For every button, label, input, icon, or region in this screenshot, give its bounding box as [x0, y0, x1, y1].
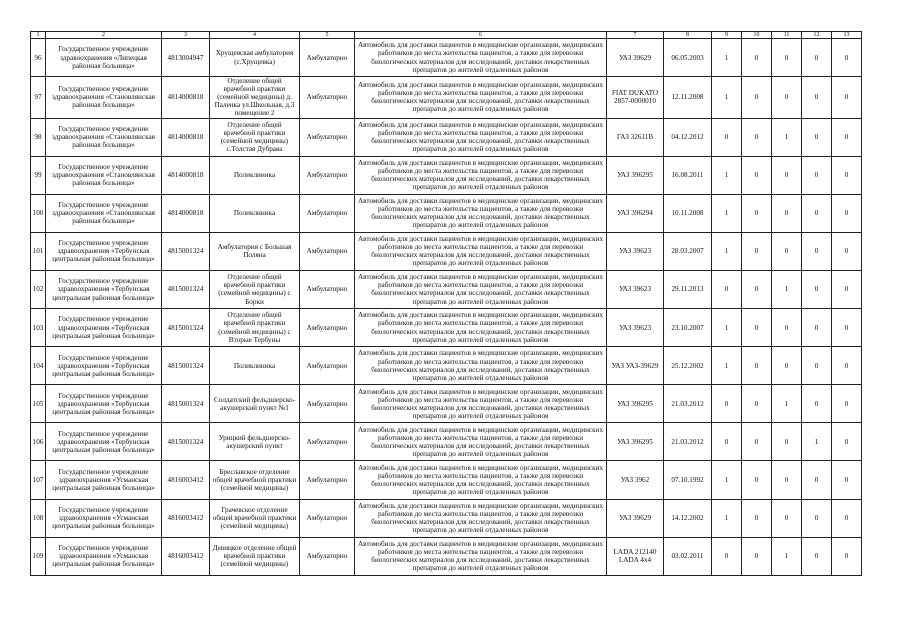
row-number-cell: 99: [31, 156, 46, 194]
vehicle-purpose-cell: Автомобиль для доставки пациентов в медицинские организации, медицинских работников до места жительства пациентов, а также для перевозки биологических материалов для исследований, доставки лекарственных препаратов до жителей отдаленных районов: [355, 77, 607, 118]
subdivision-cell: Поликлиника: [210, 347, 300, 385]
care-form-cell: Амбулаторно: [300, 194, 355, 232]
count-col-13-cell: 0: [832, 39, 862, 77]
subdivision-cell: Отделение общей врачебной практики (семейной медицины) с Вторые Тербуны: [210, 309, 300, 347]
count-col-10-cell: 0: [742, 156, 772, 194]
care-form-cell: Амбулаторно: [300, 461, 355, 499]
count-col-10-cell: 0: [742, 461, 772, 499]
table-row: [31, 423, 862, 461]
count-col-9-cell: 1: [712, 39, 742, 77]
table-row: [31, 309, 862, 347]
row-number-cell: 106: [31, 423, 46, 461]
count-col-9-cell: 1: [712, 232, 742, 270]
subdivision-cell: Солдатский фельдшерско-акушерский пункт №1: [210, 385, 300, 423]
subdivision-cell: Амбулатория с Большая Поляна: [210, 232, 300, 270]
vehicle-model-cell: LADA 212140 LADA 4х4: [607, 537, 664, 575]
column-number-2: 2: [46, 32, 162, 39]
count-col-9-cell: 1: [712, 194, 742, 232]
institution-cell: Государственное учреждение здравоохранения «Тербунская центральная районная больница»: [46, 347, 162, 385]
subdivision-cell: Поликлиника: [210, 194, 300, 232]
care-form-cell: Амбулаторно: [300, 118, 355, 156]
count-col-10-cell: 0: [742, 118, 772, 156]
row-number-cell: 104: [31, 347, 46, 385]
inn-cell: 4815001324: [162, 309, 210, 347]
inn-cell: 4814000818: [162, 118, 210, 156]
row-number-cell: 105: [31, 385, 46, 423]
count-col-13-cell: 0: [832, 194, 862, 232]
vehicle-model-cell: УАЗ 396295: [607, 423, 664, 461]
count-col-12-cell: 0: [802, 499, 832, 537]
subdivision-cell: Поликлиника: [210, 156, 300, 194]
institution-cell: Государственное учреждение здравоохранения «Тербунская центральная районная больница»: [46, 423, 162, 461]
column-number-8: 8: [664, 32, 712, 39]
count-col-11-cell: 0: [772, 232, 802, 270]
vehicle-model-cell: УАЗ 3962: [607, 461, 664, 499]
count-col-10-cell: 0: [742, 309, 772, 347]
row-number-cell: 101: [31, 232, 46, 270]
column-number-1: 1: [31, 32, 46, 39]
row-number-cell: 100: [31, 194, 46, 232]
count-col-9-cell: 1: [712, 77, 742, 118]
row-number-cell: 98: [31, 118, 46, 156]
vehicle-model-cell: УАЗ 396295: [607, 156, 664, 194]
count-col-11-cell: 0: [772, 194, 802, 232]
inn-cell: 4814000818: [162, 156, 210, 194]
count-col-11-cell: 0: [772, 347, 802, 385]
inn-cell: 4814000818: [162, 77, 210, 118]
institution-cell: Государственное учреждение здравоохранения «Тербунская центральная районная больница»: [46, 309, 162, 347]
vehicle-model-cell: FIAT DUKATO 2857-0000010: [607, 77, 664, 118]
care-form-cell: Амбулаторно: [300, 232, 355, 270]
vehicle-model-cell: УАЗ 396295: [607, 385, 664, 423]
table-row: [31, 39, 862, 77]
care-form-cell: Амбулаторно: [300, 156, 355, 194]
count-col-12-cell: 0: [802, 118, 832, 156]
institution-cell: Государственное учреждение здравоохранения «Тербунская центральная районная больница»: [46, 232, 162, 270]
institution-cell: Государственное учреждение здравоохранения «Становлянская районная больница»: [46, 194, 162, 232]
count-col-9-cell: 1: [712, 347, 742, 385]
column-number-5: 5: [300, 32, 355, 39]
registration-date-cell: 23.10.2007: [664, 309, 712, 347]
registration-date-cell: 16.08.2011: [664, 156, 712, 194]
count-col-9-cell: 1: [712, 499, 742, 537]
registration-date-cell: 06.05.2003: [664, 39, 712, 77]
registration-date-cell: 14.12.2002: [664, 499, 712, 537]
inn-cell: 4815001324: [162, 385, 210, 423]
vehicle-model-cell: УАЗ 39629: [607, 499, 664, 537]
column-number-11: 11: [772, 32, 802, 39]
subdivision-cell: Отделение общей врачебной практики (семейной медицины) с Борки: [210, 270, 300, 308]
column-number-13: 13: [832, 32, 862, 39]
count-col-9-cell: 0: [712, 385, 742, 423]
count-col-11-cell: 1: [772, 385, 802, 423]
care-form-cell: Амбулаторно: [300, 309, 355, 347]
count-col-12-cell: 0: [802, 232, 832, 270]
count-col-11-cell: 0: [772, 461, 802, 499]
table-row: [31, 347, 862, 385]
count-col-13-cell: 0: [832, 77, 862, 118]
registration-date-cell: 04.12.2012: [664, 118, 712, 156]
registration-date-cell: 03.02.2011: [664, 537, 712, 575]
count-col-10-cell: 0: [742, 270, 772, 308]
subdivision-cell: Хрущевская амбулатория (с.Хрущевка): [210, 39, 300, 77]
vehicle-purpose-cell: Автомобиль для доставки пациентов в медицинские организации, медицинских работников до места жительства пациентов, а также для перевозки биологических материалов для исследований, доставки лекарственных препаратов до жителей отдаленных районов: [355, 461, 607, 499]
count-col-10-cell: 0: [742, 194, 772, 232]
inn-cell: 4813004947: [162, 39, 210, 77]
vehicle-model-cell: УАЗ 39623: [607, 270, 664, 308]
count-col-12-cell: 0: [802, 537, 832, 575]
count-col-11-cell: 0: [772, 77, 802, 118]
vehicle-model-cell: УАЗ 39629: [607, 39, 664, 77]
count-col-12-cell: 0: [802, 309, 832, 347]
count-col-11-cell: 1: [772, 118, 802, 156]
inn-cell: 4815001324: [162, 270, 210, 308]
institution-cell: Государственное учреждение здравоохранения «Усманская центральная районная больница»: [46, 499, 162, 537]
vehicle-model-cell: ГАЗ 32611В: [607, 118, 664, 156]
care-form-cell: Амбулаторно: [300, 423, 355, 461]
count-col-13-cell: 0: [832, 309, 862, 347]
count-col-9-cell: 1: [712, 461, 742, 499]
row-number-cell: 107: [31, 461, 46, 499]
institution-cell: Государственное учреждение здравоохранения «Усманская центральная районная больница»: [46, 461, 162, 499]
vehicle-model-cell: УАЗ УАЗ-39629: [607, 347, 664, 385]
column-number-4: 4: [210, 32, 300, 39]
count-col-11-cell: 0: [772, 499, 802, 537]
count-col-12-cell: 0: [802, 270, 832, 308]
count-col-11-cell: 0: [772, 39, 802, 77]
subdivision-cell: Грачевское отделение общей врачебной практики (семейной медицины): [210, 499, 300, 537]
count-col-13-cell: 0: [832, 118, 862, 156]
table-row: [31, 194, 862, 232]
row-number-cell: 109: [31, 537, 46, 575]
care-form-cell: Амбулаторно: [300, 347, 355, 385]
count-col-13-cell: 0: [832, 385, 862, 423]
vehicle-purpose-cell: Автомобиль для доставки пациентов в медицинские организации, медицинских работников до места жительства пациентов, а также для перевозки биологических материалов для исследований, доставки лекарственных препаратов до жителей отдаленных районов: [355, 385, 607, 423]
inn-cell: 4816003412: [162, 461, 210, 499]
institution-cell: Государственное учреждение здравоохранения «Липецкая районная больница»: [46, 39, 162, 77]
count-col-13-cell: 0: [832, 537, 862, 575]
table-row: [31, 118, 862, 156]
registration-date-cell: 28.03.2007: [664, 232, 712, 270]
count-col-12-cell: 0: [802, 385, 832, 423]
inn-cell: 4816003412: [162, 537, 210, 575]
count-col-11-cell: 0: [772, 309, 802, 347]
count-col-13-cell: 0: [832, 461, 862, 499]
count-col-12-cell: 0: [802, 347, 832, 385]
count-col-13-cell: 0: [832, 270, 862, 308]
vehicle-purpose-cell: Автомобиль для доставки пациентов в медицинские организации, медицинских работников до места жительства пациентов, а также для перевозки биологических материалов для исследований, доставки лекарственных препаратов до жителей отдаленных районов: [355, 118, 607, 156]
count-col-10-cell: 0: [742, 347, 772, 385]
care-form-cell: Амбулаторно: [300, 537, 355, 575]
care-form-cell: Амбулаторно: [300, 39, 355, 77]
inn-cell: 4815001324: [162, 423, 210, 461]
subdivision-cell: Бреславское отделение общей врачебной практики (семейной медицины): [210, 461, 300, 499]
registration-date-cell: 21.03.2012: [664, 423, 712, 461]
count-col-9-cell: 0: [712, 537, 742, 575]
table-row: [31, 270, 862, 308]
inn-cell: 4816003412: [162, 499, 210, 537]
count-col-9-cell: 0: [712, 423, 742, 461]
vehicle-model-cell: УАЗ 39623: [607, 309, 664, 347]
column-number-row: [31, 32, 862, 39]
count-col-12-cell: 0: [802, 39, 832, 77]
registration-date-cell: 12.11.2008: [664, 77, 712, 118]
table-row: [31, 499, 862, 537]
count-col-13-cell: 0: [832, 499, 862, 537]
registration-date-cell: 10.11.2008: [664, 194, 712, 232]
vehicle-purpose-cell: Автомобиль для доставки пациентов в медицинские организации, медицинских работников до места жительства пациентов, а также для перевозки биологических материалов для исследований, доставки лекарственных препаратов до жителей отдаленных районов: [355, 309, 607, 347]
count-col-10-cell: 0: [742, 423, 772, 461]
registration-date-cell: 07.10.1992: [664, 461, 712, 499]
count-col-11-cell: 0: [772, 156, 802, 194]
institution-cell: Государственное учреждение здравоохранения «Становлянская районная больница»: [46, 77, 162, 118]
count-col-9-cell: 1: [712, 156, 742, 194]
row-number-cell: 102: [31, 270, 46, 308]
column-number-7: 7: [607, 32, 664, 39]
vehicle-purpose-cell: Автомобиль для доставки пациентов в медицинские организации, медицинских работников до места жительства пациентов, а также для перевозки биологических материалов для исследований, доставки лекарственных препаратов до жителей отдаленных районов: [355, 347, 607, 385]
row-number-cell: 96: [31, 39, 46, 77]
count-col-11-cell: 1: [772, 270, 802, 308]
count-col-10-cell: 0: [742, 385, 772, 423]
row-number-cell: 103: [31, 309, 46, 347]
institution-cell: Государственное учреждение здравоохранения «Становлянская районная больница»: [46, 118, 162, 156]
registration-date-cell: 29.11.2013: [664, 270, 712, 308]
count-col-12-cell: 0: [802, 461, 832, 499]
institution-cell: Государственное учреждение здравоохранения «Становлянская районная больница»: [46, 156, 162, 194]
subdivision-cell: Отделение общей врачебной практики (семейной медицины) д. Паленка ул.Школьная, д.3 помещение 2: [210, 77, 300, 118]
count-col-10-cell: 0: [742, 77, 772, 118]
count-col-13-cell: 0: [832, 347, 862, 385]
count-col-13-cell: 0: [832, 156, 862, 194]
vehicle-model-cell: УАЗ 39623: [607, 232, 664, 270]
vehicle-register-table: [30, 31, 862, 576]
vehicle-purpose-cell: Автомобиль для доставки пациентов в медицинские организации, медицинских работников до места жительства пациентов, а также для перевозки биологических материалов для исследований, доставки лекарственных препаратов до жителей отдаленных районов: [355, 423, 607, 461]
vehicle-purpose-cell: Автомобиль для доставки пациентов в медицинские организации, медицинских работников до места жительства пациентов, а также для перевозки биологических материалов для исследований, доставки лекарственных препаратов до жителей отдаленных районов: [355, 156, 607, 194]
column-number-6: 6: [355, 32, 607, 39]
count-col-10-cell: 0: [742, 499, 772, 537]
care-form-cell: Амбулаторно: [300, 77, 355, 118]
inn-cell: 4815001324: [162, 347, 210, 385]
vehicle-purpose-cell: Автомобиль для доставки пациентов в медицинские организации, медицинских работников до места жительства пациентов, а также для перевозки биологических материалов для исследований, доставки лекарственных препаратов до жителей отдаленных районов: [355, 232, 607, 270]
column-number-3: 3: [162, 32, 210, 39]
table-row: [31, 156, 862, 194]
registration-date-cell: 25.12.2002: [664, 347, 712, 385]
count-col-12-cell: 0: [802, 194, 832, 232]
count-col-12-cell: 0: [802, 77, 832, 118]
vehicle-purpose-cell: Автомобиль для доставки пациентов в медицинские организации, медицинских работников до места жительства пациентов, а также для перевозки биологических материалов для исследований, доставки лекарственных препаратов до жителей отдаленных районов: [355, 270, 607, 308]
vehicle-purpose-cell: Автомобиль для доставки пациентов в медицинские организации, медицинских работников до места жительства пациентов, а также для перевозки биологических материалов для исследований, доставки лекарственных препаратов до жителей отдаленных районов: [355, 537, 607, 575]
count-col-12-cell: 1: [802, 423, 832, 461]
table-row: [31, 77, 862, 118]
subdivision-cell: Отделение общей врачебной практики (семейной медицины) с.Толстая Дубрава: [210, 118, 300, 156]
column-number-12: 12: [802, 32, 832, 39]
table-row: [31, 385, 862, 423]
count-col-13-cell: 0: [832, 423, 862, 461]
institution-cell: Государственное учреждение здравоохранения «Тербунская центральная районная больница»: [46, 385, 162, 423]
count-col-11-cell: 1: [772, 537, 802, 575]
count-col-10-cell: 0: [742, 232, 772, 270]
count-col-9-cell: 0: [712, 118, 742, 156]
table-row: [31, 232, 862, 270]
row-number-cell: 97: [31, 77, 46, 118]
care-form-cell: Амбулаторно: [300, 385, 355, 423]
subdivision-cell: Урицкий фельдшерско-акушерский пункт: [210, 423, 300, 461]
inn-cell: 4815001324: [162, 232, 210, 270]
count-col-13-cell: 0: [832, 232, 862, 270]
registration-date-cell: 21.03.2012: [664, 385, 712, 423]
care-form-cell: Амбулаторно: [300, 270, 355, 308]
vehicle-purpose-cell: Автомобиль для доставки пациентов в медицинские организации, медицинских работников до места жительства пациентов, а также для перевозки биологических материалов для исследований, доставки лекарственных препаратов до жителей отдаленных районов: [355, 39, 607, 77]
vehicle-purpose-cell: Автомобиль для доставки пациентов в медицинские организации, медицинских работников до места жительства пациентов, а также для перевозки биологических материалов для исследований, доставки лекарственных препаратов до жителей отдаленных районов: [355, 499, 607, 537]
institution-cell: Государственное учреждение здравоохранения «Тербунская центральная районная больница»: [46, 270, 162, 308]
table-row: [31, 461, 862, 499]
count-col-9-cell: 1: [712, 309, 742, 347]
count-col-9-cell: 0: [712, 270, 742, 308]
column-number-10: 10: [742, 32, 772, 39]
inn-cell: 4814000818: [162, 194, 210, 232]
care-form-cell: Амбулаторно: [300, 499, 355, 537]
count-col-10-cell: 0: [742, 537, 772, 575]
vehicle-model-cell: УАЗ 396294: [607, 194, 664, 232]
vehicle-purpose-cell: Автомобиль для доставки пациентов в медицинские организации, медицинских работников до места жительства пациентов, а также для перевозки биологических материалов для исследований, доставки лекарственных препаратов до жителей отдаленных районов: [355, 194, 607, 232]
count-col-12-cell: 0: [802, 156, 832, 194]
table-row: [31, 537, 862, 575]
subdivision-cell: Девицкое отделение общей врачебной практики (семейной медицины): [210, 537, 300, 575]
column-number-9: 9: [712, 32, 742, 39]
count-col-11-cell: 0: [772, 423, 802, 461]
count-col-10-cell: 0: [742, 39, 772, 77]
row-number-cell: 108: [31, 499, 46, 537]
institution-cell: Государственное учреждение здравоохранения «Усманская центральная районная больница»: [46, 537, 162, 575]
